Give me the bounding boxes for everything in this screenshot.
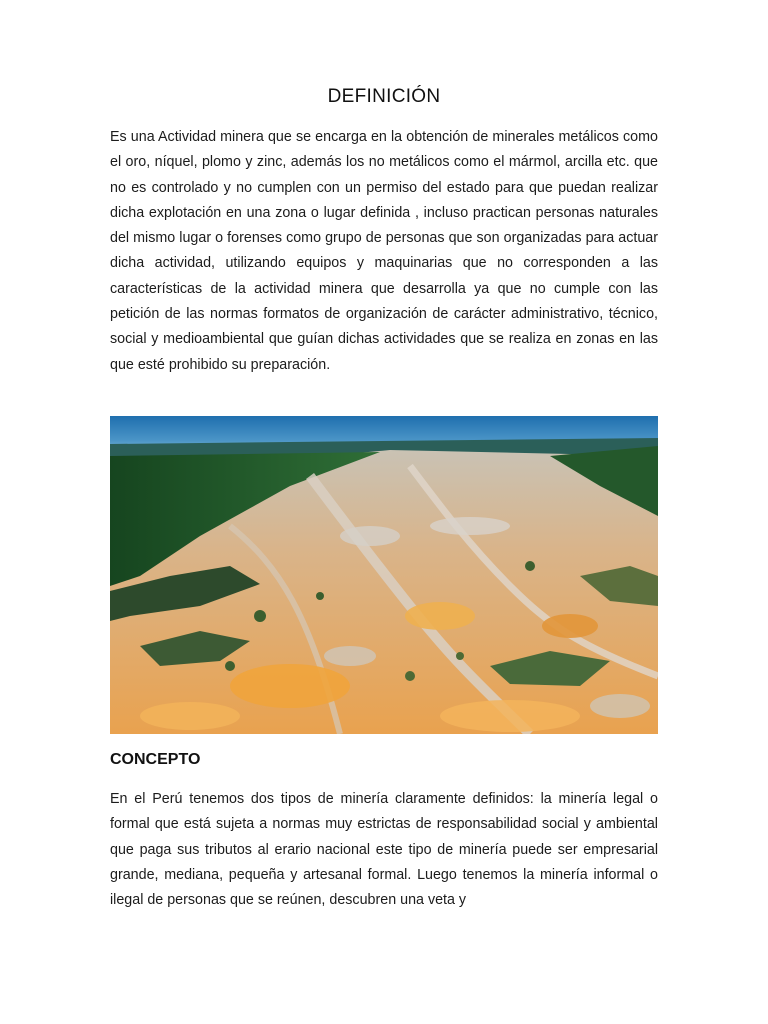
concept-paragraph: En el Perú tenemos dos tipos de minería claramente definidos: la minería legal o formal que está sujeta a normas muy estrictas de responsabilidad social y ambiental que paga sus tributos al erario nacional este tipo de minería puede ser empresarial grande, mediana, pequeña y artesanal formal. Luego tenemos la minería informal o ilegal de personas que se reúnen, descubren una veta y [110,791,658,909]
page-title: DEFINICIÓN [327,86,441,107]
definition-paragraph: Es una Actividad minera que se encarga en la obtención de minerales metálicos como el oro, níquel, plomo y zinc, además los no metálicos como el mármol, arcilla etc. que no es controlado y no cumplen con un permiso del estado para que puedan realizar dicha explotación en una zona o lugar definida , incluso practican personas naturales del mismo lugar o forenses como grupo de personas que son organizadas para actuar dicha actividad, utilizando equipos y maquinarias que no corresponden a las características de la actividad minera que desarrolla ya que no cumple con las petición de las normas formatos de organización de carácter administrativo, técnico, social y medioambiental que guían dichas actividades que se realiza en zonas en las que esté prohibido su preparación. [110,129,658,373]
section-heading-concepto: CONCEPTO [110,751,201,768]
mining-landscape-illustration [110,416,658,734]
mining-aerial-photo [110,416,658,734]
